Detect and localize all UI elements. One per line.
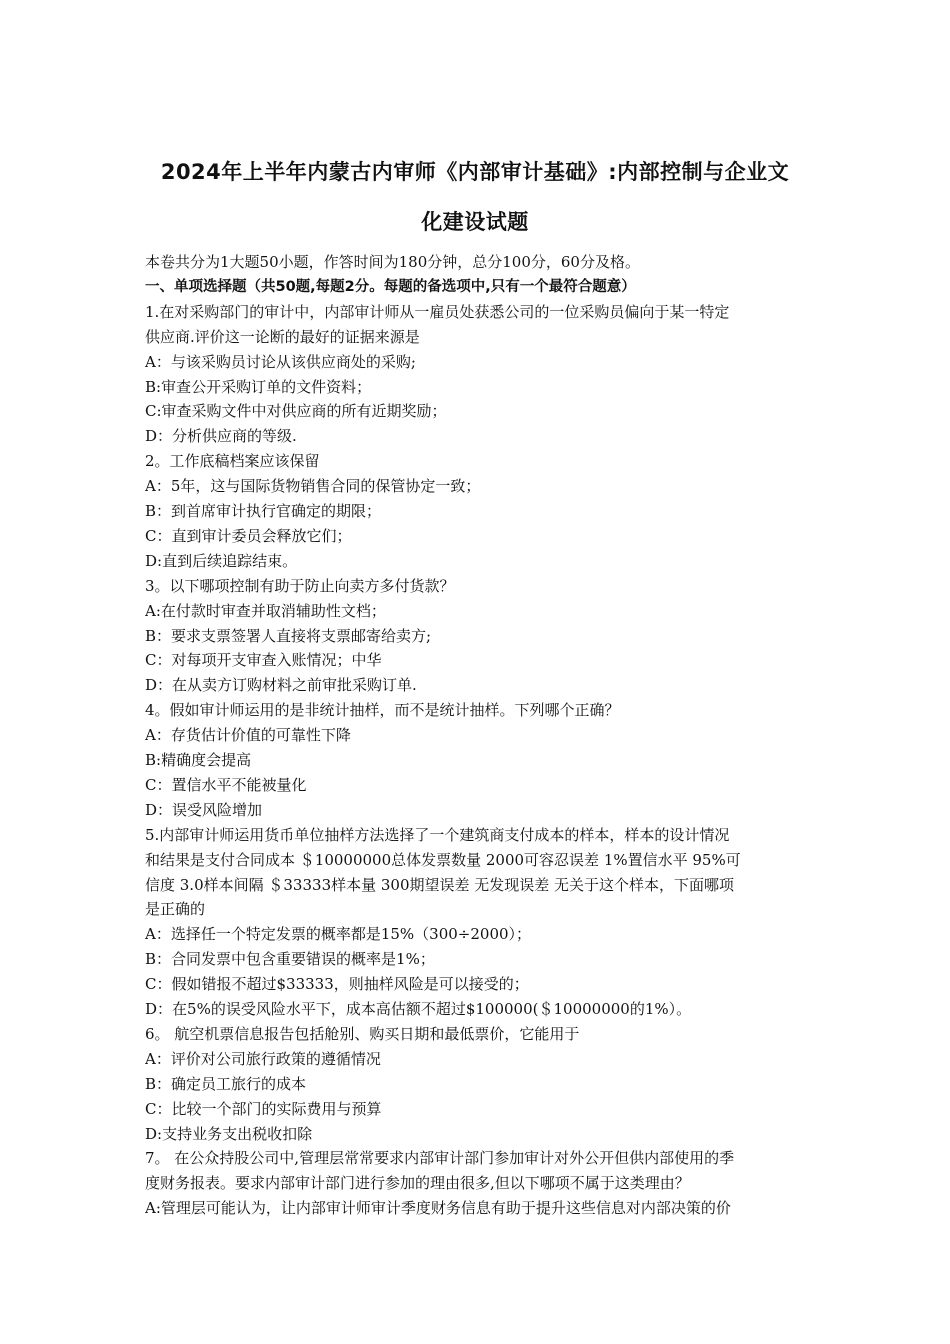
text-line: C:审查采购文件中对供应商的所有近期奖励； xyxy=(145,402,447,421)
document-title-line-1: 2024年上半年内蒙古内审师《内部审计基础》:内部控制与企业文 xyxy=(160,160,790,184)
document-title-line-2: 化建设试题 xyxy=(421,210,529,234)
text-line: 度财务报表。要求内部审计部门进行参加的理由很多,但以下哪项不属于这类理由？ xyxy=(145,1174,690,1193)
text-line: C：假如错报不超过$33333，则抽样风险是可以接受的； xyxy=(145,975,529,994)
text-line: A:在付款时审查并取消辅助性文档； xyxy=(145,601,386,620)
text-line: C：置信水平不能被量化 xyxy=(145,775,307,794)
text-line: D：在5%的误受风险水平下，成本高估额不超过$100000(＄10000000的1%）。 xyxy=(145,1000,692,1018)
text-line: B:精确度会提高 xyxy=(145,751,252,769)
text-line: A：存货估计价值的可靠性下降 xyxy=(145,726,351,745)
text-line: 2。工作底稿档案应该保留 xyxy=(145,452,320,471)
text-line: A：5年，这与国际货物销售合同的保管协定一致； xyxy=(145,477,481,496)
text-line: 本卷共分为1大题50小题，作答时间为180分钟，总分100分，60分及格。 xyxy=(145,253,640,271)
text-line: B：到首席审计执行官确定的期限； xyxy=(145,502,382,520)
text-line: A：评价对公司旅行政策的遵循情况 xyxy=(145,1049,381,1068)
text-line: C：直到审计委员会释放它们； xyxy=(145,526,352,545)
text-line: D：误受风险增加 xyxy=(145,800,263,819)
text-line: 供应商.评价这一论断的最好的证据来源是 xyxy=(145,327,420,346)
text-line: D：分析供应商的等级. xyxy=(145,427,297,446)
text-line: 一、单项选择题（共50题,每题2分。每题的备选项中,只有一个最符合题意） xyxy=(145,278,636,295)
text-line: C：对每项开支审查入账情况；中华 xyxy=(145,651,382,670)
text-line: D:支持业务支出税收扣除 xyxy=(145,1124,313,1143)
text-line: 信度 3.0样本间隔 ＄33333样本量 300期望误差 无发现误差 无关于这个样本，下面哪项 xyxy=(145,875,735,894)
text-line: A：与该采购员讨论从该供应商处的采购; xyxy=(145,352,416,371)
text-line: 是正确的 xyxy=(145,900,206,919)
text-line: D:直到后续追踪结束。 xyxy=(145,551,298,570)
text-line: 4。假如审计师运用的是非统计抽样，而不是统计抽样。下列哪个正确？ xyxy=(145,701,620,720)
text-line: 1.在对采购部门的审计中，内部审计师从一雇员处获悉公司的一位采购员偏向于某一特定 xyxy=(145,302,730,321)
text-line: B:审查公开采购订单的文件资料； xyxy=(145,377,372,396)
text-line: A：选择任一个特定发票的概率都是15%（300÷2000）； xyxy=(145,925,532,944)
text-line: 5.内部审计师运用货币单位抽样方法选择了一个建筑商支付成本的样本，样本的设计情况 xyxy=(145,825,730,844)
text-line: B：确定员工旅行的成本 xyxy=(145,1074,307,1093)
text-line: A:管理层可能认为，让内部审计师审计季度财务信息有助于提升这些信息对内部决策的价 xyxy=(145,1199,731,1218)
text-line: C：比较一个部门的实际费用与预算 xyxy=(145,1099,382,1118)
text-line: 6。 航空机票信息报告包括舱别、购买日期和最低票价，它能用于 xyxy=(145,1024,580,1043)
text-line: B：合同发票中包含重要错误的概率是1%； xyxy=(145,950,435,969)
text-line: D：在从卖方订购材料之前审批采购订单. xyxy=(145,676,417,695)
text-line: 7。 在公众持股公司中,管理层常常要求内部审计部门参加审计对外公开但供内部使用的季 xyxy=(145,1149,735,1168)
text-line: 和结果是支付合同成本 ＄10000000总体发票数量 2000可容忍误差 1%置信水平 95%可 xyxy=(145,850,741,869)
text-line: 3。以下哪项控制有助于防止向卖方多付货款？ xyxy=(145,576,455,595)
text-line: B：要求支票签署人直接将支票邮寄给卖方; xyxy=(145,626,432,645)
